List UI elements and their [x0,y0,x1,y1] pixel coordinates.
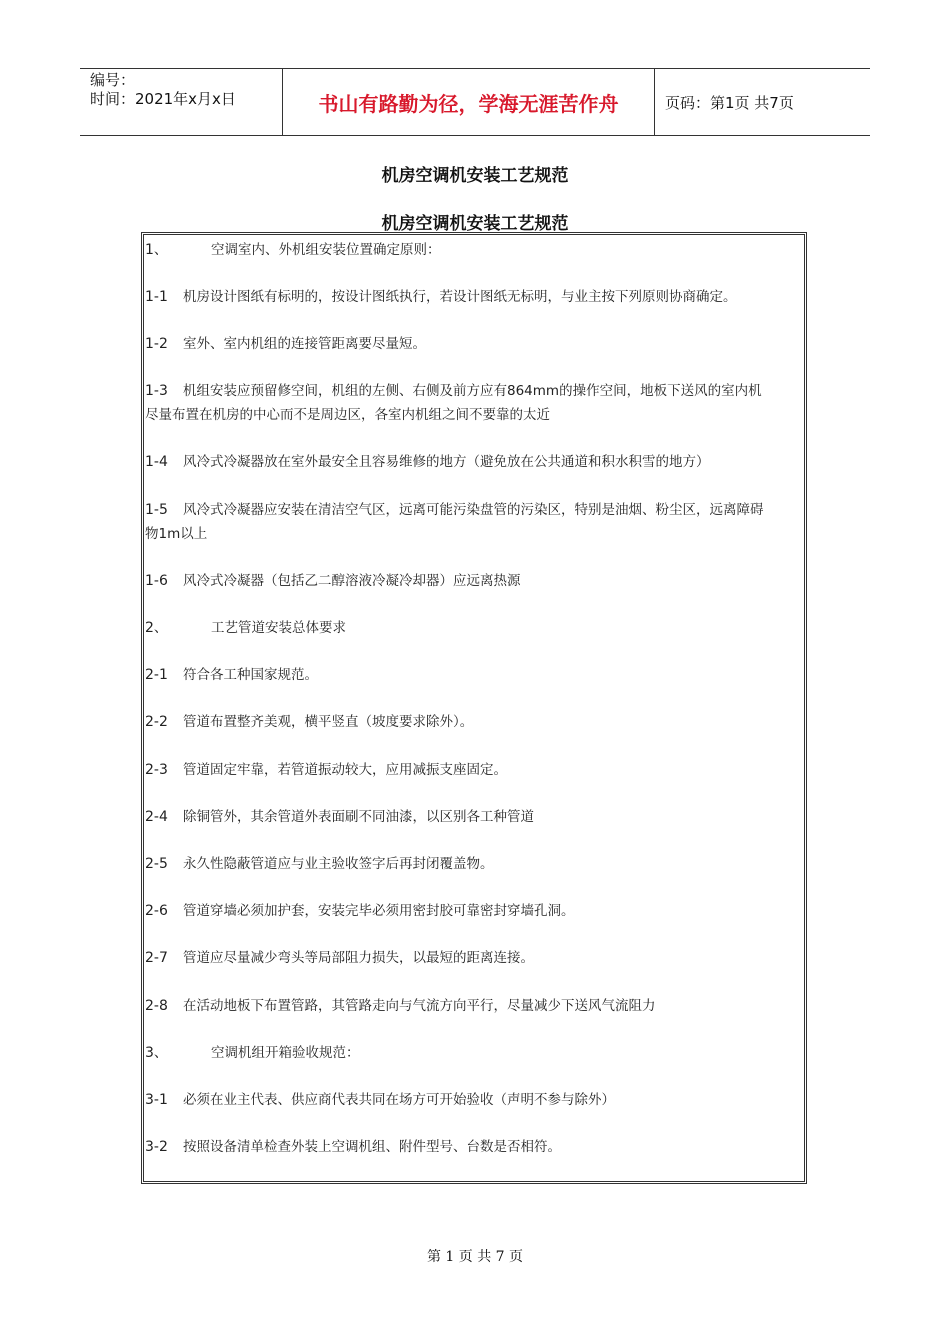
section-heading-2: 2、 工艺管道安装总体要求 [145,620,346,636]
section-heading-1: 1、 空调室内、外机组安装位置确定原则： [145,242,441,258]
time-label: 时间：2021年x月x日 [90,90,236,108]
list-item: 2-6 管道穿墙必须加护套，安装完毕必须用密封胶可靠密封穿墙孔洞。 [145,903,575,919]
document-title: 机房空调机安装工艺规范 [381,166,569,186]
list-item: 1-5 风冷式冷凝器应安装在清洁空气区，远离可能污染盘管的污染区，特别是油烟、粉尘区，远离障碍 物1m以上 [145,502,764,542]
list-item: 3-2 按照设备清单检查外装上空调机组、附件型号、台数是否相符。 [145,1139,561,1155]
header-meta [80,69,282,135]
content-frame [141,232,807,1184]
list-item: 1-3 机组安装应预留修空间，机组的左侧、右侧及前方应有864mm的操作空间，地板下送风的室内机 尽量布置在机房的中心而不是周边区，各室内机组之间不要靠的太近 [145,383,762,423]
page-header [80,68,870,136]
list-item: 2-5 永久性隐蔽管道应与业主验收签字后再封闭覆盖物。 [145,856,494,872]
list-item: 2-3 管道固定牢靠，若管道振动较大，应用减振支座固定。 [145,762,507,778]
section-heading-3: 3、 空调机组开箱验收规范： [145,1045,360,1061]
list-item: 2-8 在活动地板下布置管路，其管路走向与气流方向平行，尽量减少下送风气流阻力 [145,998,656,1014]
list-item: 2-4 除铜管外，其余管道外表面刷不同油漆，以区别各工种管道 [145,809,534,825]
list-item: 2-2 管道布置整齐美观，横平竖直（坡度要求除外）。 [145,714,474,730]
page-indicator: 页码：第1页 共7页 [665,93,794,112]
document-subtitle: 机房空调机安装工艺规范 [381,214,569,234]
number-label: 编号： [90,71,136,89]
list-item: 1-6 风冷式冷凝器（包括乙二醇溶液冷凝冷却器）应远离热源 [145,573,521,589]
list-item: 3-1 必须在业主代表、供应商代表共同在场方可开始验收（声明不参与除外） [145,1092,615,1108]
list-item: 2-1 符合各工种国家规范。 [145,667,318,683]
list-item: 1-4 风冷式冷凝器放在室外最安全且容易维修的地方（避免放在公共通道和积水积雪的地方） [145,454,710,470]
header-motto: 书山有路勤为径，学海无涯苦作舟 [282,69,655,135]
page-footer: 第 1 页 共 7 页 [426,1249,524,1265]
list-item: 1-1 机房设计图纸有标明的，按设计图纸执行，若设计图纸无标明，与业主按下列原则协商确定。 [145,289,737,305]
list-item: 2-7 管道应尽量减少弯头等局部阻力损失，以最短的距离连接。 [145,950,534,966]
list-item: 1-2 室外、室内机组的连接管距离要尽量短。 [145,336,426,352]
